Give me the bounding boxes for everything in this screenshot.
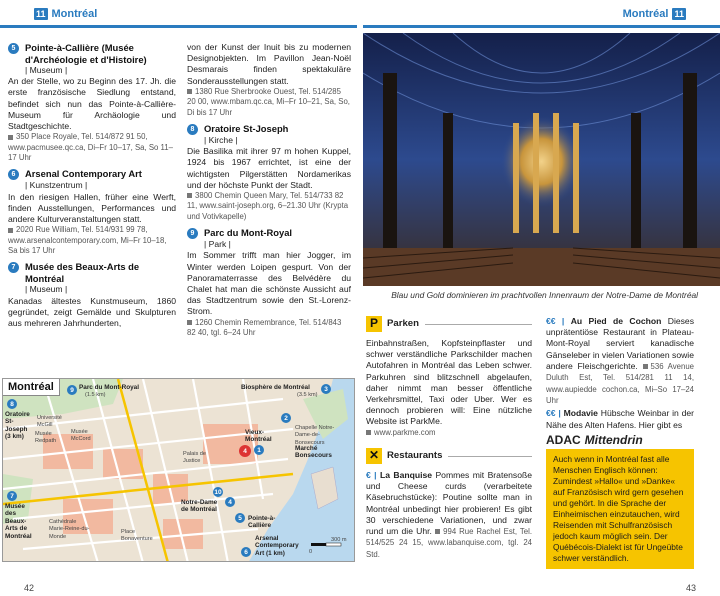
entry-number: 6 [8, 169, 19, 180]
info-square-icon [187, 320, 192, 325]
entry-info: 3800 Chemin Queen Mary, Tel. 514/733 82 11, www.saint-joseph.org, 6–21.30 Uhr (Krypta und Votivkapelle) [187, 191, 349, 221]
entry-body-part1: Kanadas ältestes Kunstmuseum, 1860 gegründet, zeigt Gemälde und Skulpturen aus mehreren Jahrhunderten, [8, 295, 176, 329]
entry-number: 9 [187, 228, 198, 239]
restaurant-body: Dieses unprätentiöse Restaurant in Plateau-Mont-Royal serviert kanadische Gänseleber in vielen Variationen sowie andere Fleischgerichte. [546, 316, 695, 371]
restaurant-name: Modavie [563, 408, 598, 419]
entry-title: Parc du Mont-Royal [204, 227, 293, 239]
entry-oratoire [187, 123, 351, 222]
map-label-biosphere-distance: (3.5 km) [297, 392, 318, 398]
map-label-universite: Université McGill [37, 415, 62, 429]
map-label-biosphere: Biosphère de Montréal [241, 384, 310, 391]
adac-heading [546, 432, 694, 447]
map-label-place-bonaventure: Place Bonaventure [121, 529, 153, 543]
entry-pointe-a-calliere [8, 42, 176, 163]
info-square-icon [8, 135, 13, 140]
header-rule-right [363, 25, 720, 28]
map-scale-label: 300 m [331, 537, 347, 543]
info-square-icon [187, 193, 192, 198]
entry-title: Arsenal Contemporary Art [25, 168, 142, 180]
text-column-3 [366, 316, 532, 560]
text-column-4 [546, 316, 694, 569]
map-label-parc: Parc du Mont-Royal [79, 384, 140, 391]
entry-number: 5 [8, 43, 19, 54]
info-square-icon [187, 89, 192, 94]
parken-heading [366, 316, 532, 332]
entry-category: | Park | [204, 239, 231, 250]
info-square-icon [8, 228, 13, 233]
entry-body: An der Stelle, wo zu Beginn des 17. Jh. die erste französische Siedlung entstand, befindet sich nun das Pointe-à-Callière-Museum für Archäologie und Stadtgeschichte. [8, 76, 176, 132]
text-column-2 [187, 42, 351, 344]
restaurant-info: 536 Avenue Duluth Est, Tel. 514/281 11 14, www.aupiedde cochon.ca, Mi–So 17–24 Uhr [546, 361, 694, 406]
info-square-icon [643, 364, 648, 369]
restaurant-body: Hübsche Weinbar in der Nähe des Alten Hafens. Hier gibt es [546, 408, 694, 430]
map-marker-3: 3 [321, 384, 331, 394]
entry-title: Pointe-à-Callière (Musée d'Archéologie et d'Histoire) [25, 42, 147, 65]
map-label-arsenal: Arsenal Contemporary Art (1 km) [255, 535, 299, 557]
entry-info: 1380 Rue Sherbrooke Ouest, Tel. 514/285 20 00, www.mbam.qc.ca, Mi–Fr 10–21, Sa, So, Di bis 17 Uhr [187, 86, 350, 117]
adac-tip-box: Auch wenn in Montréal fast alle Menschen Englisch können: Zumindest »Hallo« und »Danke« auf Französisch wird gern gesehen und gehört. In die Sprache der Einheimischen einzutauchen, wird Reisenden mit Schulfranzösisch jedoch kaum möglich sein. Der Québécois-Dialekt ist für Ungeübte schwer verständlich. [546, 449, 694, 569]
entry-arsenal [8, 168, 176, 256]
page-number-right: 43 [685, 583, 696, 593]
adac-title-sub: Mittendrin [584, 432, 643, 447]
map-scale-zero: 0 [309, 549, 313, 555]
map-marker-1: 1 [254, 445, 264, 455]
map-title: Montréal [3, 379, 60, 396]
entry-number: 8 [187, 124, 198, 135]
entry-body: In den riesigen Hallen, früher eine Werft, finden Ausstellungen, Performances und andere Kulturveranstaltungen statt. [8, 191, 176, 225]
map-marker-7: 7 [7, 491, 17, 501]
entry-body: Die Basilika mit ihrer 97 m hohen Kuppel, 1924 bis 1967 errichtet, ist eine der wichtigsten Pilgerstätten Nordamerikas und der höchste Punkt der Stadt. [187, 146, 351, 190]
entry-category: | Museum | [25, 284, 68, 295]
chapter-number: 11 [674, 9, 684, 19]
page-number-left: 42 [24, 583, 35, 593]
entry-category: | Kunstzentrum | [25, 180, 88, 191]
map-label-notre-dame: Notre-Dame de Montréal [181, 499, 218, 514]
map-label-redpath: Musée Redpath [35, 431, 57, 445]
city-map [2, 378, 355, 562]
cutlery-icon: ✕ [366, 448, 382, 464]
photo-graphic [363, 33, 720, 286]
restaurant-body: Pommes mit Bratensoße und Cheese curds (verarbeitete Käsebruchstücke): Poutine sollte man in Montréal unbedingt hier probieren! Es gibt 30 verschiedene Variationen, und zwar rund um die Uhr. [366, 470, 533, 537]
price-level: € | [366, 470, 377, 481]
map-label-chapelle: Chapelle Notre-Dame-de-Bonsecours [295, 425, 335, 446]
map-label-pointe: Pointe-à-Callière [248, 515, 276, 530]
restaurant-la-banquise [366, 470, 532, 560]
map-marker-2: 2 [281, 413, 291, 423]
entry-category: | Museum | [25, 65, 68, 75]
map-marker-8: 8 [7, 399, 17, 409]
map-label-palais: Palais de Justice [183, 451, 207, 465]
adac-title-brand: ADAC [546, 432, 581, 447]
header-title: Montréal [51, 8, 98, 20]
price-level: €€ | [546, 408, 561, 419]
header-rule-left [0, 25, 357, 28]
photo-caption: Blau und Gold dominieren im prachtvollen Innenraum der Notre-Dame de Montréal [391, 290, 698, 300]
text-column-1 [8, 42, 176, 334]
map-marker-6: 6 [241, 547, 251, 557]
entry-number: 7 [8, 262, 19, 273]
entry-musee-beaux-arts [8, 261, 176, 329]
map-label-marche: Marché Bonsecours [295, 445, 332, 460]
entry-info: 2020 Rue William, Tel. 514/931 99 78, www.arsenalcontemporary.com, Mi–Fr 10–18, Sa bis 17 Uhr [8, 225, 167, 256]
map-label-vieux-montreal: Vieux-Montréal [245, 429, 272, 444]
entry-title: Oratoire St-Joseph [204, 123, 289, 135]
map-label-parc-distance: (1.5 km) [85, 392, 106, 398]
restaurant-name: Au Pied de Cochon [570, 316, 662, 326]
parken-info: www.parkme.com [374, 427, 436, 437]
map-label-musee-beaux-arts: Musée des Beaux-Arts de Montréal [5, 503, 32, 540]
restaurants-title: Restaurants [387, 450, 443, 462]
info-square-icon [435, 529, 440, 534]
notre-dame-interior-photo [363, 33, 720, 286]
parken-body: Einbahnstraßen, Kopfsteinpflaster und schwer verständliche Parkschilder machen Autofahren in Montréal das Leben schwer. Parkuhren sind blitzschnell abgelaufen, daher nimmt man besser öffentliche Verkehrsmittel, Taxi oder Uber. Wer es dennoch probieren will: Eine nützliche Website ist ParkMe. [366, 338, 532, 427]
entry-musee-beaux-arts-cont [187, 42, 351, 118]
entry-body: Im Sommer trifft man hier Jogger, im Winter werden Loipen gespurt. Von der Panoramaterrasse des Belvédère du Chalet hat man die schönste Aussicht auf das Stadtzentrum sowie den St.-Lorenz-Strom. [187, 250, 351, 317]
restaurants-heading [366, 448, 532, 464]
map-marker-4-highlight: 4 [239, 445, 251, 457]
restaurant-name: La Banquise [379, 470, 433, 481]
entry-category: | Kirche | [204, 135, 238, 146]
price-level: €€ | [546, 316, 565, 326]
restaurant-info: 994 Rue Rachel Est, Tel. 514/525 24 15, www.labanquise.com, tgl. 24 Std. [366, 527, 533, 559]
parken-title: Parken [387, 318, 419, 330]
info-square-icon [366, 430, 371, 435]
header-title: Montréal [622, 8, 669, 20]
entry-info: 1260 Chemin Remembrance, Tel. 514/843 82 40, tgl. 6–24 Uhr [187, 317, 342, 338]
map-marker-5: 5 [235, 513, 245, 523]
chapter-number: 11 [36, 9, 46, 19]
map-label-oratoire: Oratoire St-Joseph (3 km) [5, 411, 30, 441]
map-label-cathedrale: Cathédrale Marie-Reine-du-Monde [49, 519, 90, 540]
map-label-mccord: Musée McCord [71, 429, 91, 443]
running-header-right [623, 7, 686, 21]
map-marker-9: 9 [67, 385, 77, 395]
entry-parc-mont-royal [187, 227, 351, 338]
restaurant-au-pied-de-cochon [546, 316, 694, 406]
entry-title: Musée des Beaux-Arts de Montréal [25, 261, 140, 284]
map-marker-4: 4 [225, 497, 235, 507]
running-header-left [34, 7, 97, 21]
entry-info: 350 Place Royale, Tel. 514/872 91 50, www.pacmusee.qc.ca, Di–Fr 10–17, Sa, So 11–17 Uhr [8, 132, 173, 163]
entry-body-part2: von der Kunst der Inuit bis zu modernen Designobjekten. Im Pavillon Jean-Noël Desmarais finden spektakuläre Sonderausstellungen statt. [187, 42, 351, 86]
restaurant-modavie [546, 408, 694, 430]
map-marker-10: 10 [214, 488, 222, 496]
parking-icon: P [366, 316, 382, 332]
